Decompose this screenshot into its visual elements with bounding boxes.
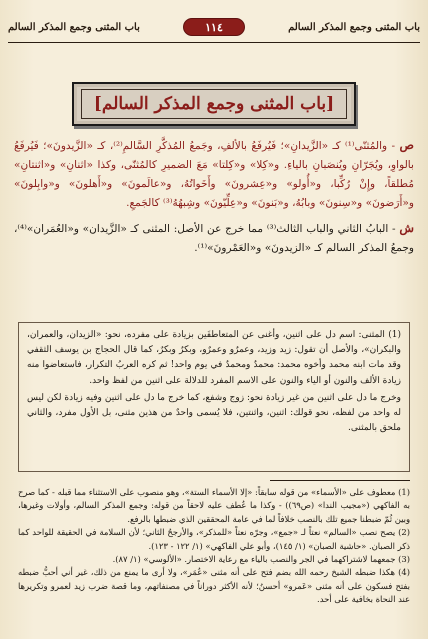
matn-paragraph (14, 136, 414, 213)
footnote-2: (2) يصح نصب «السالم» نعتاً لـ «جمع»، وجرّه نعتاً «للمذكر»، والأرجحُ الثاني؛ لأن السلامة في الحقيقة للواحد كما ذكر الصبان. «حاشية الصبان» (١/ ١٤٥)، وأبو علي الفاكهي» (١/ ١٢٢ - ١٢٣). (18, 527, 410, 551)
sharh-text: - البابُ الثاني والباب الثالث⁽³⁾ مما خرج عن الأصل: المثنى كـ «الزَّيدان» و«العُمَران»⁽⁴⁾، وجمعُ المذكر السالم كـ «الزيدونَ» و«العَمْرونَ»⁽¹⁾. (14, 223, 414, 254)
header-title-left: باب المثنى وجمع المذكر السالم (8, 21, 140, 33)
header-divider (8, 42, 420, 43)
footnotes (18, 486, 410, 607)
chapter-title: [باب المثنى وجمع المذكر السالم] (81, 89, 347, 119)
running-header (8, 14, 420, 40)
footnote-3: (3) جمعهما لاشتراكهما في الجر والنصب بالياء مع رعاية الاختصار. «الألوسي» (١/ ٨٧). (112, 554, 410, 565)
chapter-banner (72, 82, 356, 126)
sharh-marker: ش (399, 221, 414, 235)
page-number-badge: ١١٤ (183, 18, 245, 36)
footnote-1: (1) معطوف على «الأسماء» من قوله سابقاً: «إلا الأسماء الستة»، وهو منصوب على الاستثناء مما قبله - كما صرح به الفاكهي («مجيب الندا» (ص٦٩)) - وكذا ما عُطف عليه لاحقاً من قوله: وجمع المذكر السالم، وأولات وغيرها، وبين ثُمّ ضبطنا جميع تلك بالنصب خلافاً لما في عامة المحققين الذي ضبطها بالرفع. (18, 487, 410, 524)
footnote-divider (270, 480, 410, 481)
commentary-paragraph-2: وخرج ما دل على اثنين من غير زيادة نحو: زوج وشفع، كما خرج ما دل على اثنين وفيه زيادة لكن ليس له واحد من لفظه، نحو قولك: اثنين، واثنتين، فلا يُسمى واحدٌ من هذين مثنى، بل الأول مفرد، والثاني ملحق بالمثنى. (27, 392, 401, 434)
main-text (14, 136, 414, 258)
matn-marker: ص (399, 138, 414, 152)
matn-text: - والمُثنّى⁽¹⁾ كـ «الزَّيدانِ»؛ فَيُرفَعُ بالألفِ، وجَمعُ المُذكَّرِ السَّالمِ⁽²⁾، كـ «الزَّيدونَ»؛ فَيُرفَعُ بالواوِ، ويُجَرّانِ ويُنصَبانِ بالياءِ. و«كِلا» و«كِلتا» مَعَ الضميرِ كالمُثنّى، وكذا «اثنانِ» و«اثنتانِ» مُطلقاً، وإِنْ رُكِّبا، و«أُولو» و«عِشرونَ» وأَخَواتُهُ، و«عالَمونَ» و«أَهلونَ» و«وابِلونَ» و«أَرَضونَ» و«سِنونَ» وبابُهُ، و«بَنونَ» و«عِلِّيّونَ» وشِبهُهُ⁽³⁾ كالجَمعِ. (14, 140, 414, 209)
commentary-paragraph-1: (1) المثنى: اسم دل على اثنين، وأغنى عن المتعاطفَين بزيادة على مفرده، نحو: «الزيدان، والعمران، والبكران»، والأصل أن تقول: زيد وزيد، وعمرٌو وعمرٌو، وبكرٌ وبكرٌ، كما قال الحجاج بن يوسف الثقفي وقد مات ابنه محمد وأخوه محمد: محمدٌ ومحمدٌ في يوم واحد! ثم كره العربُ التكرار، فاستعاضوا منه زيادة الألف والنون أو الياء والنون على الاسم المفرد للدلالة على اثنين من لفظ واحد. (27, 330, 401, 386)
header-title-right: باب المثنى وجمع المذكر السالم (288, 21, 420, 33)
footnote-4: (4) هكذا ضبطه الشيخ رحمه الله بضم فتح على أنه مثنى «عُمَر»، ولا أرى ما يمنع من ذلك، غير أني أحبُّ ضبطه بفتح فسكون على أنه مثنى «عَمرو» أحسنُ؛ لأنه الأكثر دوراناً في مصنفاتهم، وما قصة ضرب زيد لعمرو وتكريرها عند النحاة بخافية على أحد. (18, 567, 410, 605)
sharh-paragraph (14, 219, 414, 258)
commentary-box (18, 322, 410, 472)
